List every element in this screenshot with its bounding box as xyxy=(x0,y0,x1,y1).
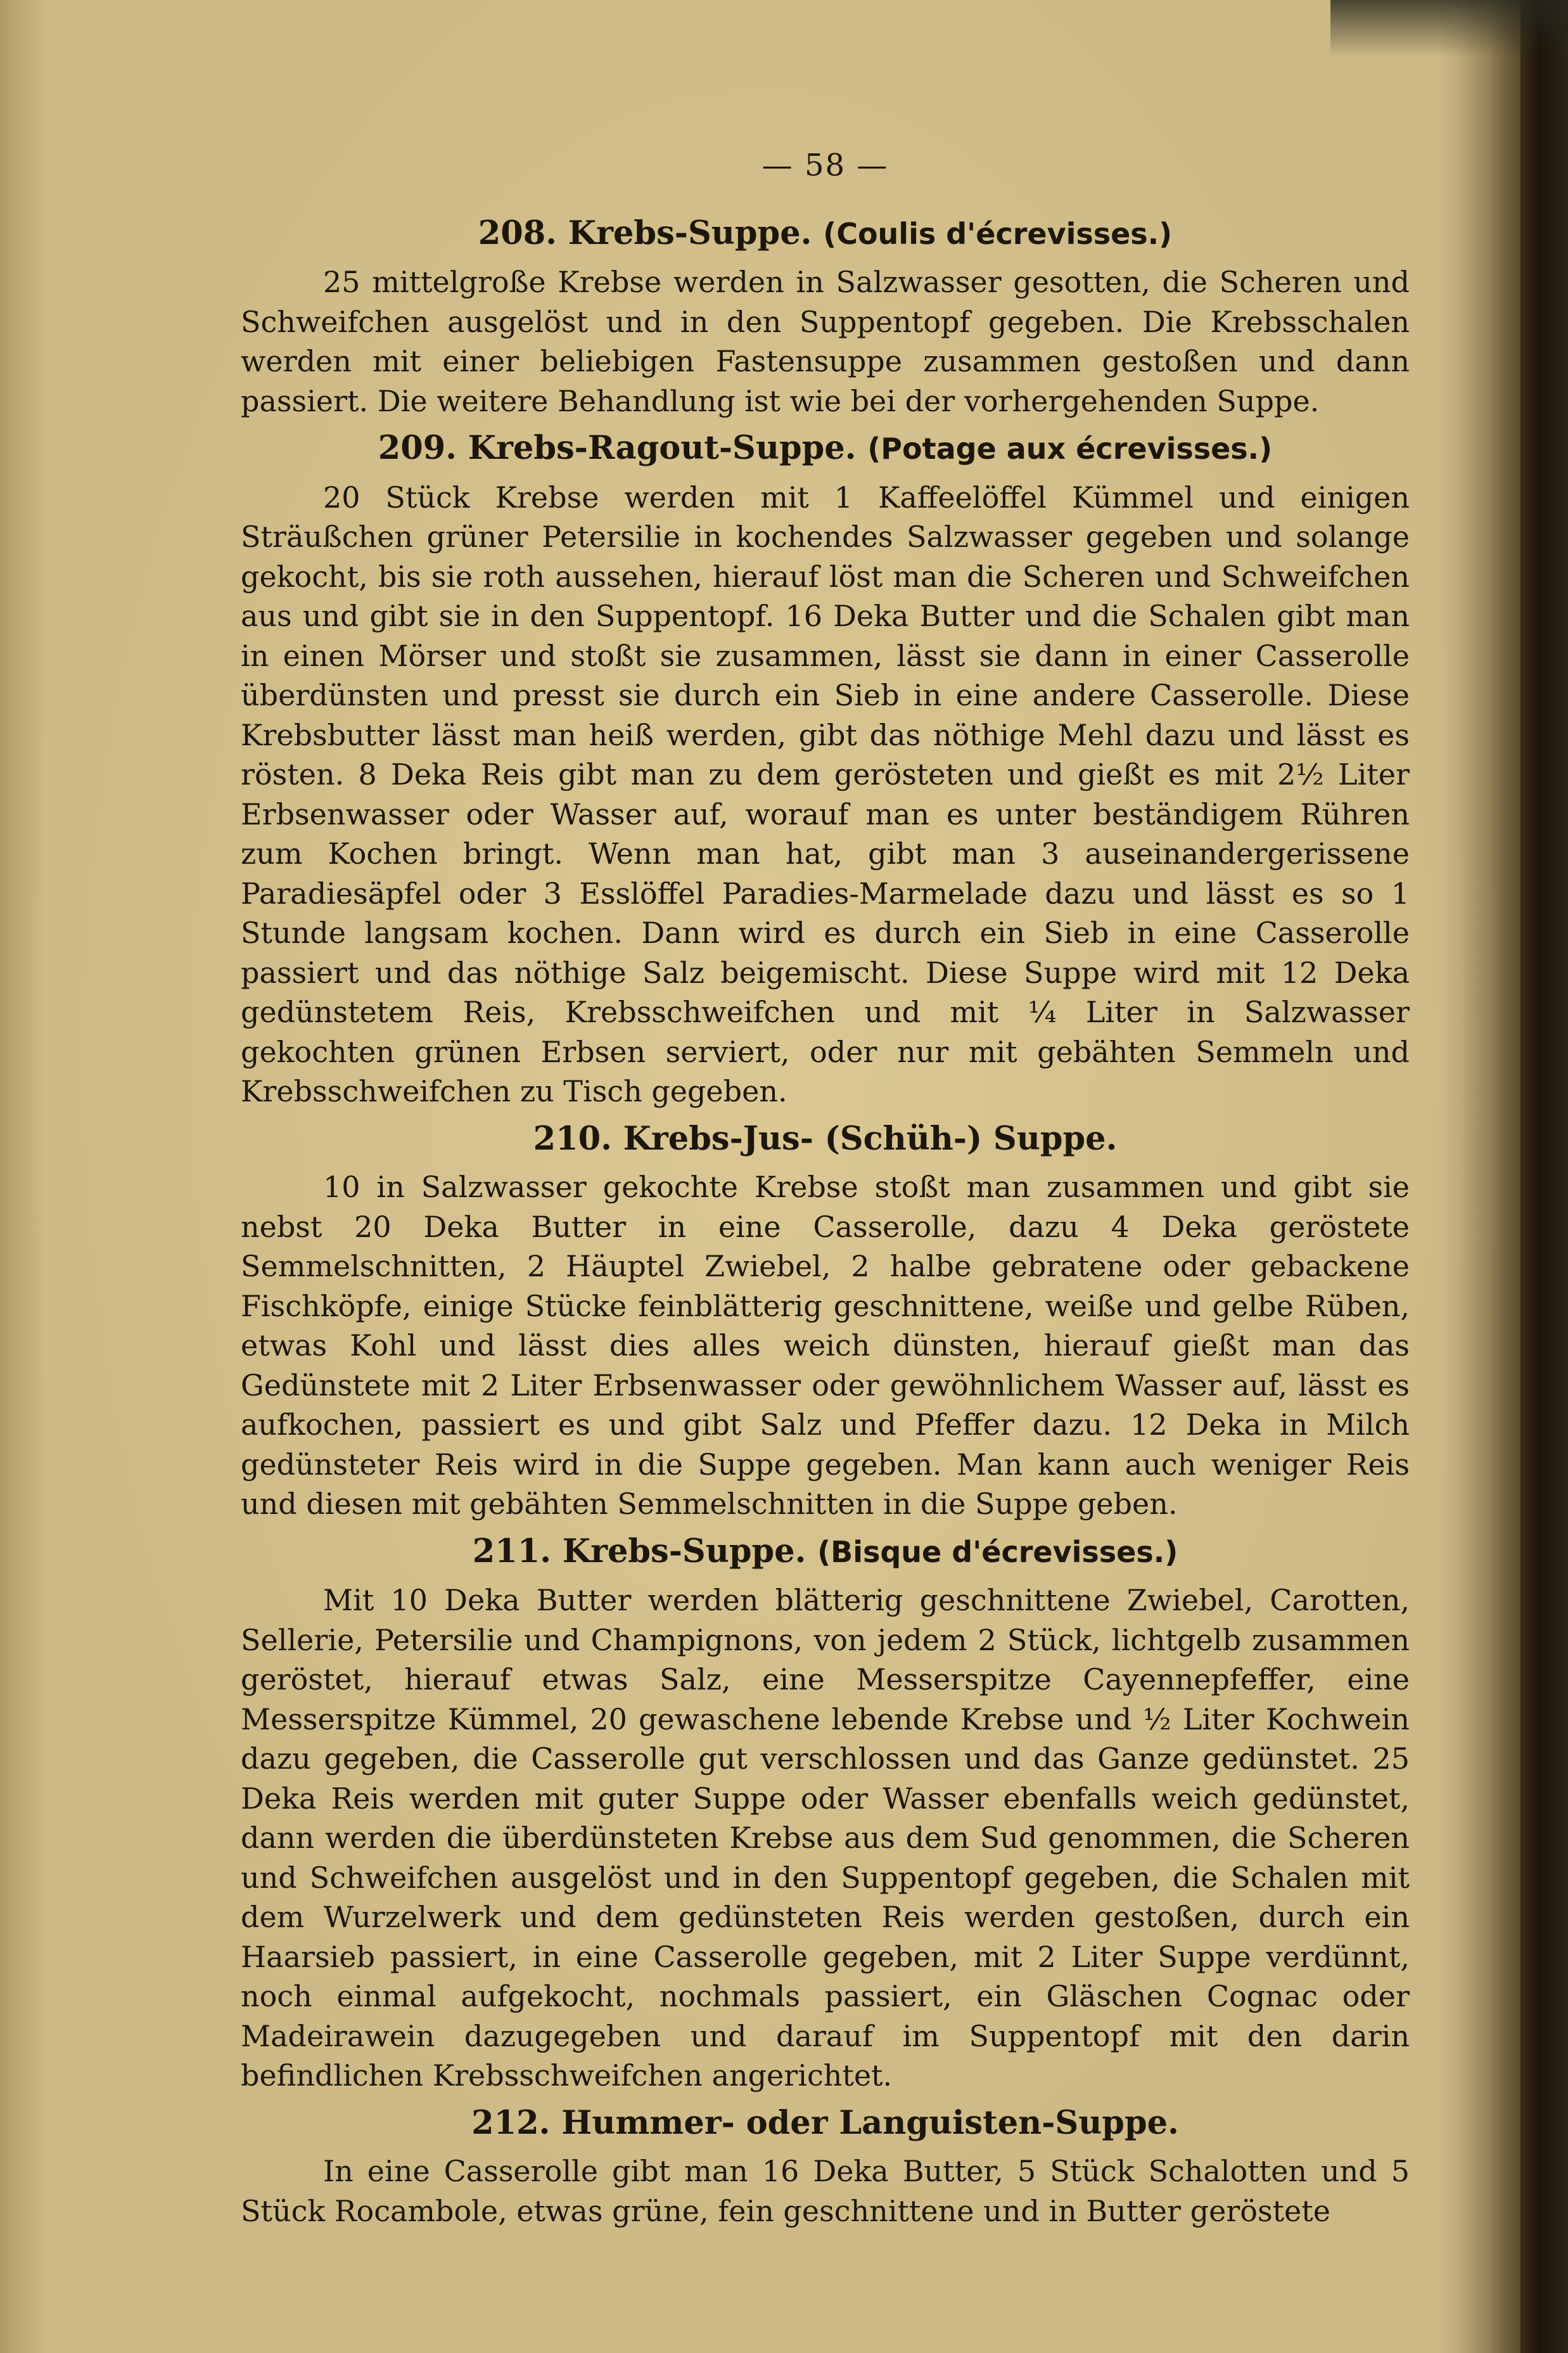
recipe-title: Hummer- oder Languisten-Suppe. xyxy=(561,2103,1179,2142)
recipe-number: 210. xyxy=(533,1119,612,1158)
recipe-title: Krebs-Ragout-Suppe. xyxy=(468,429,857,467)
recipe-title: Krebs-Suppe. xyxy=(568,214,812,252)
page-content xyxy=(241,146,1410,2236)
recipe-text-208: 25 mittelgroße Krebse werden in Salzwasser gesotten, die Scheren und Schweifchen ausgelöst und in den Suppentopf gegeben. Die Krebsschalen werden mit einer beliebigen Fastensuppe zusammen gestoßen und dann passiert. Die weitere Behandlung ist wie bei der vorhergehenden Suppe. xyxy=(241,265,1410,418)
recipe-text-210: 10 in Salzwasser gekochte Krebse stoßt man zusammen und gibt sie nebst 20 Deka Butter in eine Casserolle, dazu 4 Deka geröstete Semmelschnitten, 2 Häuptel Zwiebel, 2 halbe gebratene oder gebackene Fischköpfe, einige Stücke feinblätterig geschnittene, weiße und gelbe Rüben, etwas Kohl und lässt dies alles weich dünsten, hierauf gießt man das Gedünstete mit 2 Liter Erbsenwasser oder gewöhnlichem Wasser auf, lässt es aufkochen, passiert es und gibt Salz und Pfeffer dazu. 12 Deka in Milch gedünsteter Reis wird in die Suppe gegeben. Man kann auch weniger Reis und diesen mit gebähten Semmelschnitten in die Suppe geben. xyxy=(241,1170,1410,1521)
top-corner-shadow xyxy=(1330,0,1568,57)
recipe-number: 211. xyxy=(472,1532,551,1570)
recipe-text-212: In eine Casserolle gibt man 16 Deka Butter, 5 Stück Schalotten und 5 Stück Rocambole, etwas grüne, fein geschnittene und in Butter geröstete xyxy=(241,2154,1410,2228)
recipe-title: Krebs-Jus- (Schüh-) Suppe. xyxy=(623,1119,1118,1158)
page-number: — 58 — xyxy=(762,148,889,183)
recipe-number: 208. xyxy=(478,214,558,252)
book-gutter xyxy=(1520,0,1568,2353)
recipe-number: 209. xyxy=(378,429,457,467)
page-edge-shadow xyxy=(1438,0,1520,2353)
recipe-title: Krebs-Suppe. xyxy=(562,1532,806,1570)
recipe-heading-210 xyxy=(241,1119,1410,1159)
recipe-heading-211 xyxy=(241,1532,1410,1572)
recipe-french-title: (Potage aux écrevisses.) xyxy=(867,432,1273,466)
recipe-text-209: 20 Stück Krebse werden mit 1 Kaffeelöffel Kümmel und einigen Sträußchen grüner Petersilie in kochendes Salzwasser gegeben und solange gekocht, bis sie roth aussehen, hierauf löst man die Scheren und Schweifchen aus und gibt sie in den Suppentopf. 16 Deka Butter und die Schalen gibt man in einen Mörser und stoßt sie zusammen, lässt sie dann in einer Casserolle überdünsten und presst sie durch ein Sieb in eine andere Casserolle. Diese Krebsbutter lässt man heiß werden, gibt das nöthige Mehl dazu und lässt es rösten. 8 Deka Reis gibt man zu dem gerösteten und gießt es mit 2½ Liter Erbsenwasser oder Wasser auf, worauf man es unter beständigem Rühren zum Kochen bringt. Wenn man hat, gibt man 3 auseinandergerissene Paradiesäpfel oder 3 Esslöffel Paradies-Marmelade dazu und lässt es so 1 Stunde langsam kochen. Dann wird es durch ein Sieb in eine Casserolle passiert und das nöthige Salz beigemischt. Diese Suppe wird mit 12 Deka gedünstetem Reis, Krebsschweifchen und mit ¼ Liter in Salzwasser gekochten grünen Erbsen serviert, oder nur mit gebähten Semmeln und Krebsschweifchen zu Tisch gegeben. xyxy=(241,480,1410,1108)
recipe-text-211: Mit 10 Deka Butter werden blätterig geschnittene Zwiebel, Carotten, Sellerie, Petersilie und Champignons, von jedem 2 Stück, lichtgelb zusammen geröstet, hierauf etwas Salz, eine Messerspitze Cayennepfeffer, eine Messerspitze Kümmel, 20 gewaschene lebende Krebse und ½ Liter Kochwein dazu gegeben, die Casserolle gut verschlossen und das Ganze gedünstet. 25 Deka Reis werden mit guter Suppe oder Wasser ebenfalls weich gedünstet, dann werden die überdünsteten Krebse aus dem Sud genommen, die Scheren und Schweifchen ausgelöst und in den Suppentopf gegeben, die Schalen mit dem Wurzelwerk und dem gedünsteten Reis werden gestoßen, durch ein Haarsieb passiert, in eine Casserolle gegeben, mit 2 Liter Suppe verdünnt, noch einmal aufgekocht, nochmals passiert, ein Gläschen Cognac oder Madeirawein dazugegeben und darauf im Suppentopf mit den darin befindlichen Krebsschweifchen angerichtet. xyxy=(241,1583,1410,2093)
recipe-french-title: (Bisque d'écrevisses.) xyxy=(817,1534,1178,1569)
recipe-number: 212. xyxy=(471,2103,551,2142)
recipe-heading-209 xyxy=(241,428,1410,469)
recipe-heading-208 xyxy=(241,214,1410,254)
recipe-french-title: (Coulis d'écrevisses.) xyxy=(823,216,1173,251)
recipe-heading-212 xyxy=(241,2103,1410,2143)
